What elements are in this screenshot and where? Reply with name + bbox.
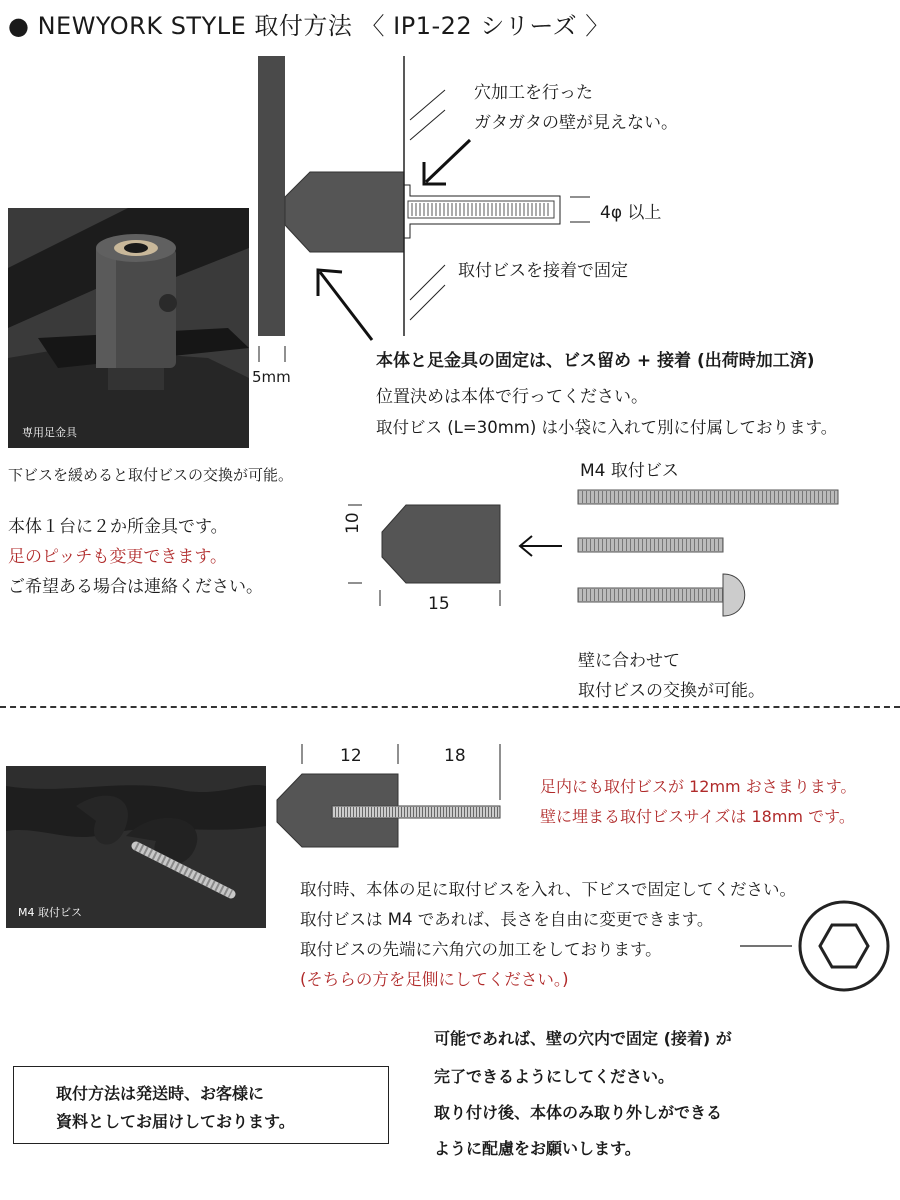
bottom-note-line1: 可能であれば、壁の穴内で固定 (接着) が (434, 1029, 732, 1048)
box-line2: 資料としてお届けしております。 (56, 1112, 295, 1131)
screw-note-line2: 取付ビスの交換が可能。 (578, 681, 765, 701)
fix-note: 本体と足金具の固定は、ビス留め + 接着 (出荷時加工済) (376, 351, 815, 371)
bottom-note-line2: 完了できるようにしてください。 (434, 1067, 675, 1086)
screw-title: M4 取付ビス (580, 461, 679, 481)
photo-label: 専用足金具 (22, 426, 77, 439)
foot-body (382, 505, 500, 583)
bracket-count-note: 本体１台に２か所金具です。 (8, 517, 228, 537)
plate-thickness-label: 5mm (252, 368, 291, 386)
section-divider (0, 706, 900, 708)
bottom-note-line4: ように配慮をお願いします。 (434, 1139, 641, 1158)
bottom-note-line3: 取り付け後、本体のみ取り外しができる (434, 1103, 723, 1122)
mounting-screw (332, 806, 500, 818)
instruction-line3: 取付ビスの先端に六角穴の加工をしております。 (300, 940, 662, 959)
hex-socket-icon (800, 902, 888, 990)
arrow-left-icon (520, 536, 562, 556)
screw-pack-note: 取付ビス (L=30mm) は小袋に入れて別に付属しております。 (376, 418, 838, 437)
position-note: 位置決めは本体で行ってください。 (376, 387, 648, 407)
red-note-line1: 足内にも取付ビスが 12mm おさまります。 (540, 777, 857, 796)
photo-label: M4 取付ビス (18, 906, 82, 919)
instruction-line2: 取付ビスは M4 であれば、長さを自由に変更できます。 (300, 910, 714, 929)
instruction-line1: 取付時、本体の足に取付ビスを入れ、下ビスで固定してください。 (300, 880, 796, 899)
wall-note-line2: ガタガタの壁が見えない。 (474, 113, 678, 133)
pitch-change-note: 足のピッチも変更できます。 (8, 547, 227, 567)
foot-body (285, 172, 404, 252)
arrow-icon (424, 140, 470, 184)
short-screw-icon (578, 538, 723, 552)
shipping-note-box (13, 1066, 389, 1144)
dimension-a: 12 (340, 746, 362, 766)
panel-plate (258, 56, 285, 336)
page-title: ● NEWYORK STYLE 取付方法 〈 IP1-22 シリーズ 〉 (8, 12, 610, 40)
long-screw-icon (578, 490, 838, 504)
box-line1: 取付方法は発送時、お客様に (56, 1084, 265, 1103)
height-dimension: 10 (343, 512, 363, 534)
mounting-screw (408, 201, 554, 218)
hole-size-label: 4φ 以上 (600, 203, 662, 223)
screw-note-line1: 壁に合わせて (578, 651, 680, 671)
width-dimension: 15 (428, 594, 450, 614)
red-note-line2: 壁に埋まる取付ビスサイズは 18mm です。 (540, 807, 855, 826)
screw-swap-note: 下ビスを緩めると取付ビスの交換が可能。 (8, 466, 294, 484)
headed-screw-icon (578, 574, 745, 616)
arrow-icon (318, 270, 372, 340)
glue-note: 取付ビスを接着で固定 (458, 261, 628, 281)
wall-note-line1: 穴加工を行った (474, 83, 593, 103)
instruction-line4: (そちらの方を足側にしてください。) (300, 970, 569, 989)
contact-note: ご希望ある場合は連絡ください。 (8, 577, 263, 597)
dimension-b: 18 (444, 746, 466, 766)
